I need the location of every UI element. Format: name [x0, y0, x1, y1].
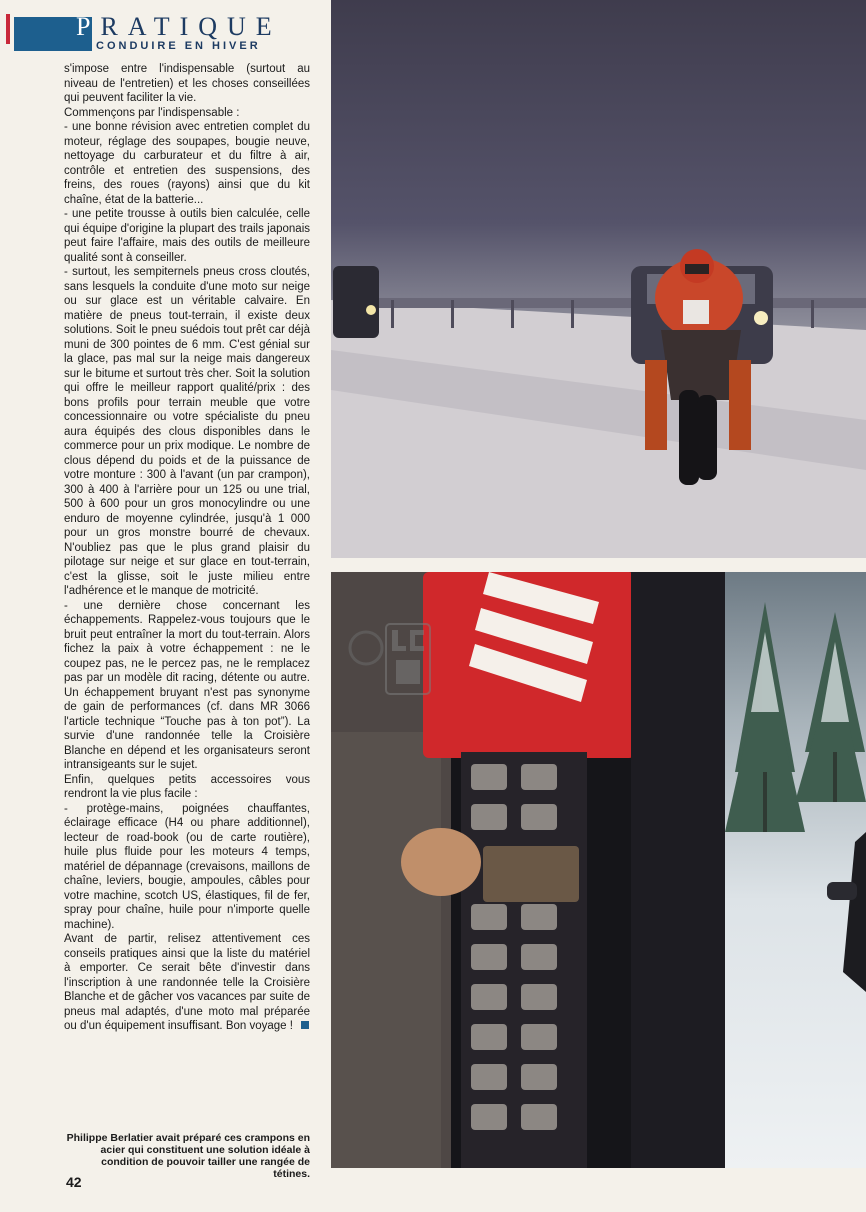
article-paragraph: s'impose entre l'indispensable (surtout au niveau de l'entretien) et les choses conseillées qui peuvent faciliter la vie. — [64, 63, 310, 104]
page-number: 42 — [66, 1174, 82, 1190]
photo-caption: Philippe Berlatier avait préparé ces crampons en acier qui constituent une solution idéale à condition de pouvoir tailler une rangée de tétines. — [66, 1132, 310, 1180]
end-of-article-mark — [301, 1021, 309, 1029]
article-paragraph: - une petite trousse à outils bien calculée, celle qui équipe d'origine la plupart des trails japonais peut faire l'affaire, mais des outils de meilleure qualité sont à conseiller. — [64, 208, 310, 264]
article-last-paragraph — [64, 932, 310, 1034]
header-accent-mark — [6, 14, 10, 44]
article-paragraph: Avant de partir, relisez attentivement ces conseils pratiques ainsi que la liste du matériel à emporter. Ce serait bête d'investir dans l'inscription à une randonnée telle la Croisière Blanche et de gâcher vos vacances par suite de pneus mal adaptés, d'une moto mal préparée ou d'un équipement insuffisant. Bon voyage ! — [64, 933, 310, 1032]
rubric-rest: RATIQUE — [100, 12, 282, 41]
watermark-logo — [346, 618, 432, 698]
motorcyclist-on-snowy-road-photo — [331, 0, 866, 558]
article-paragraph: - protège-mains, poignées chauffantes, éclairage efficace (H4 ou phare additionnel), lecteur de road-book (ou de carte routière), huile plus fluide pour les moteurs 4 temps, matériel de dépannage (crevaisons, maillons de chaîne, leviers, bougie, ampoules, câbles pour votre machine, scotch US, élastiques, fil de fer, spray pour chaîne, huile pour n'importe quelle machine). — [64, 802, 310, 931]
article-paragraph: - une bonne révision avec entretien complet du moteur, réglage des soupapes, bougie neuve, nettoyage du carburateur et du filtre à air, contrôle et entretien des suspensions, des freins, des roues (rayons) ainsi que du kit chaîne, état de la batterie... — [64, 121, 310, 206]
article-text-column — [64, 62, 310, 1034]
section-subrubric: CONDUIRE EN HIVER — [96, 40, 261, 52]
rubric-initial: P — [76, 12, 101, 41]
article-paragraph: - une dernière chose concernant les échappements. Rappelez-vous toujours que le bruit peut entraîner la mort du tout-terrain. Alors fichez la paix à votre échappement : ne le coupez pas, ne le percez pas, ne le remplacez pas par un modèle dit racing, détente ou autre. Un échappement bruyant n'est pas synonyme de gain de performances (cf. dans MR 3066 l'article technique “Touche pas à ton pot”). La survie d'une randonnée telle la Croisière Blanche en dépend et les organisateurs seront intransigeants sur le sujet. — [64, 599, 310, 771]
snowy-forest-rider-photo — [725, 572, 866, 1168]
article-paragraph: Enfin, quelques petits accessoires vous rendront la vie plus facile : — [64, 773, 310, 800]
article-paragraph: - surtout, les sempiternels pneus cross cloutés, sans lesquels la conduite d'une moto sur neige ou sur glace est un véritable calvaire. En matière de pneus tout-terrain, il existe deux solutions. Soit le pneu suédois tout prêt car déjà muni de 300 pointes de 6 mm. C'est génial sur la glace, pas mal sur la neige mais dangereux sur le bitume et surtout très cher. Soit la solution qui offre le meilleur rapport qualité/prix : des bons profils pour terrain meuble que votre concessionnaire ou votre spécialiste du pneu aura équipés des clous disponibles dans le commerce pour un prix modique. Le nombre de clous dépend du poids et de la puissance de votre monture : 300 à l'avant (un par crampon), 300 à 400 à l'arrière pour un 125 ou une trial, 500 à 600 pour un gros monocylindre ou une enduro de moyenne cylindrée, jusqu'à 1 000 pour un gros monstre bourré de chevaux. N'oubliez pas que le plus grand plaisir du pilotage sur neige et sur glace en tout-terrain, c'est la glisse, soit le juste milieu entre l'adhérence et le manque de motricité. — [64, 266, 310, 597]
section-rubric — [76, 14, 282, 40]
article-paragraph: Commençons par l'indispensable : — [64, 106, 240, 119]
